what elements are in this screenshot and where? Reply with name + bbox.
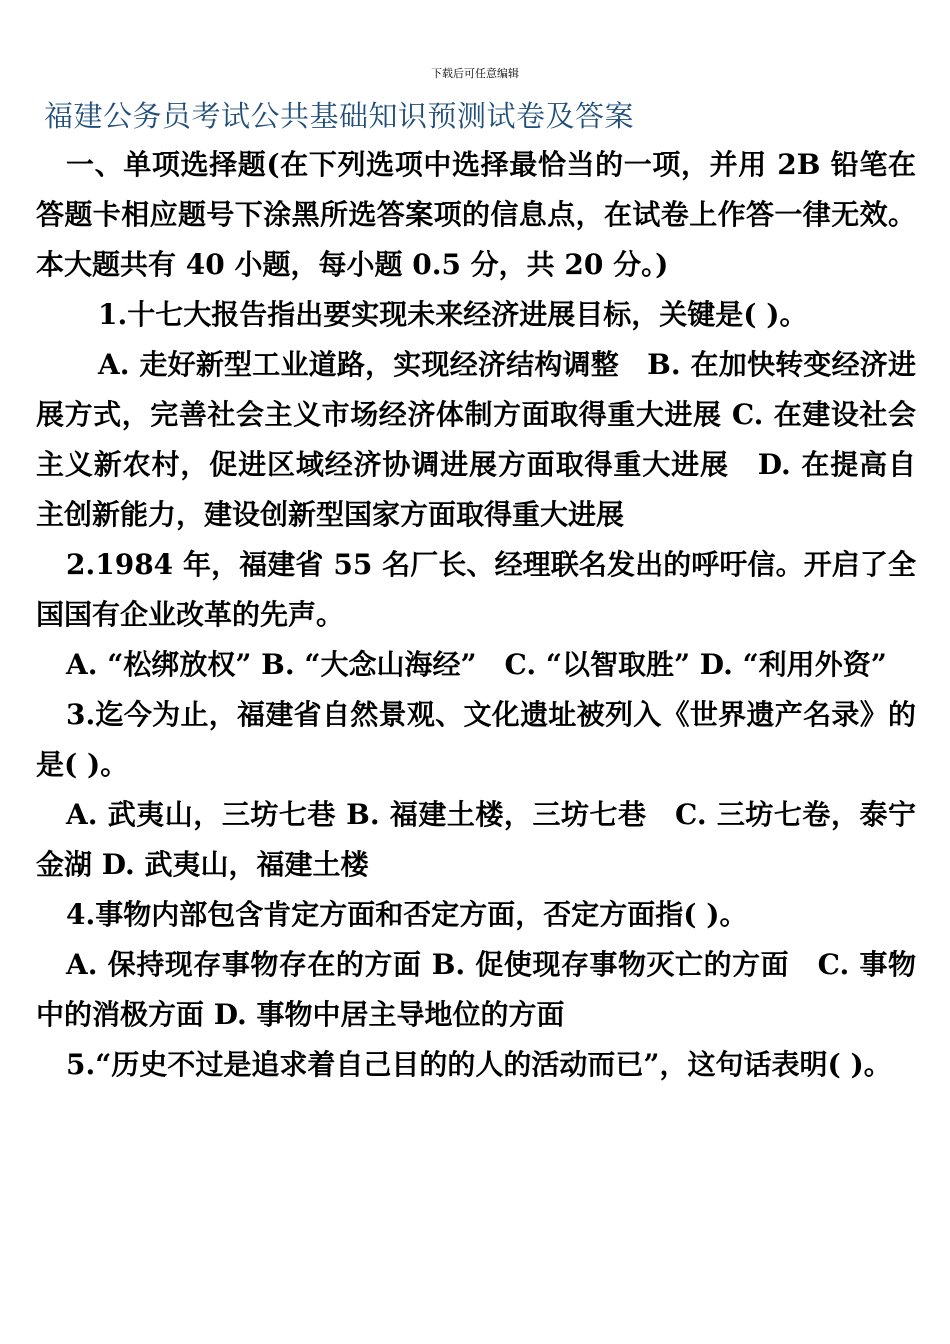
- question-1-options: A. 走好新型工业道路，实现经济结构调整 B. 在加快转变经济进展方式，完善社会主义市场经济体制方面取得重大进展 C. 在建设社会主义新农村，促进区域经济协调进展方面取得重大进展 D. 在提高自主创新能力，建设创新型国家方面取得重大进展: [36, 348, 916, 531]
- question-2-options: A. “松绑放权” B. “大念山海经” C. “以智取胜” D. “利用外资”: [66, 648, 887, 681]
- question-3-stem: 3.迄今为止，福建省自然景观、文化遗址被列入《世界遗产名录》的是( )。: [36, 698, 916, 781]
- question-3-options: A. 武夷山，三坊七巷 B. 福建土楼，三坊七巷 C. 三坊七卷，泰宁金湖 D. 武夷山，福建土楼: [36, 798, 916, 881]
- question-1-stem: 1.十七大报告指出要实现未来经济进展目标，关键是( )。: [98, 298, 808, 331]
- question-4-stem: 4.事物内部包含肯定方面和否定方面，否定方面指( )。: [66, 898, 748, 931]
- question-2-stem: 2.1984 年，福建省 55 名厂长、经理联名发出的呼吁信。开启了全国国有企业改革的先声。: [36, 548, 916, 631]
- question-5-stem: 5.“历史不过是追求着自己目的的人的活动而已”，这句话表明( )。: [66, 1048, 892, 1081]
- document-body: [36, 140, 916, 1090]
- section-intro: 一、单项选择题(在下列选项中选择最恰当的一项，并用 2B 铅笔在答题卡相应题号下涂黑所选答案项的信息点，在试卷上作答一律无效。本大题共有 40 小题，每小题 0.5 分，共 20 分。): [36, 148, 916, 281]
- question-4-options: A. 保持现存事物存在的方面 B. 促使现存事物灭亡的方面 C. 事物中的消极方面 D. 事物中居主导地位的方面: [36, 948, 916, 1031]
- document-title: 福建公务员考试公共基础知识预测试卷及答案: [44, 99, 635, 133]
- page-header: 下载后可任意编辑: [431, 67, 519, 80]
